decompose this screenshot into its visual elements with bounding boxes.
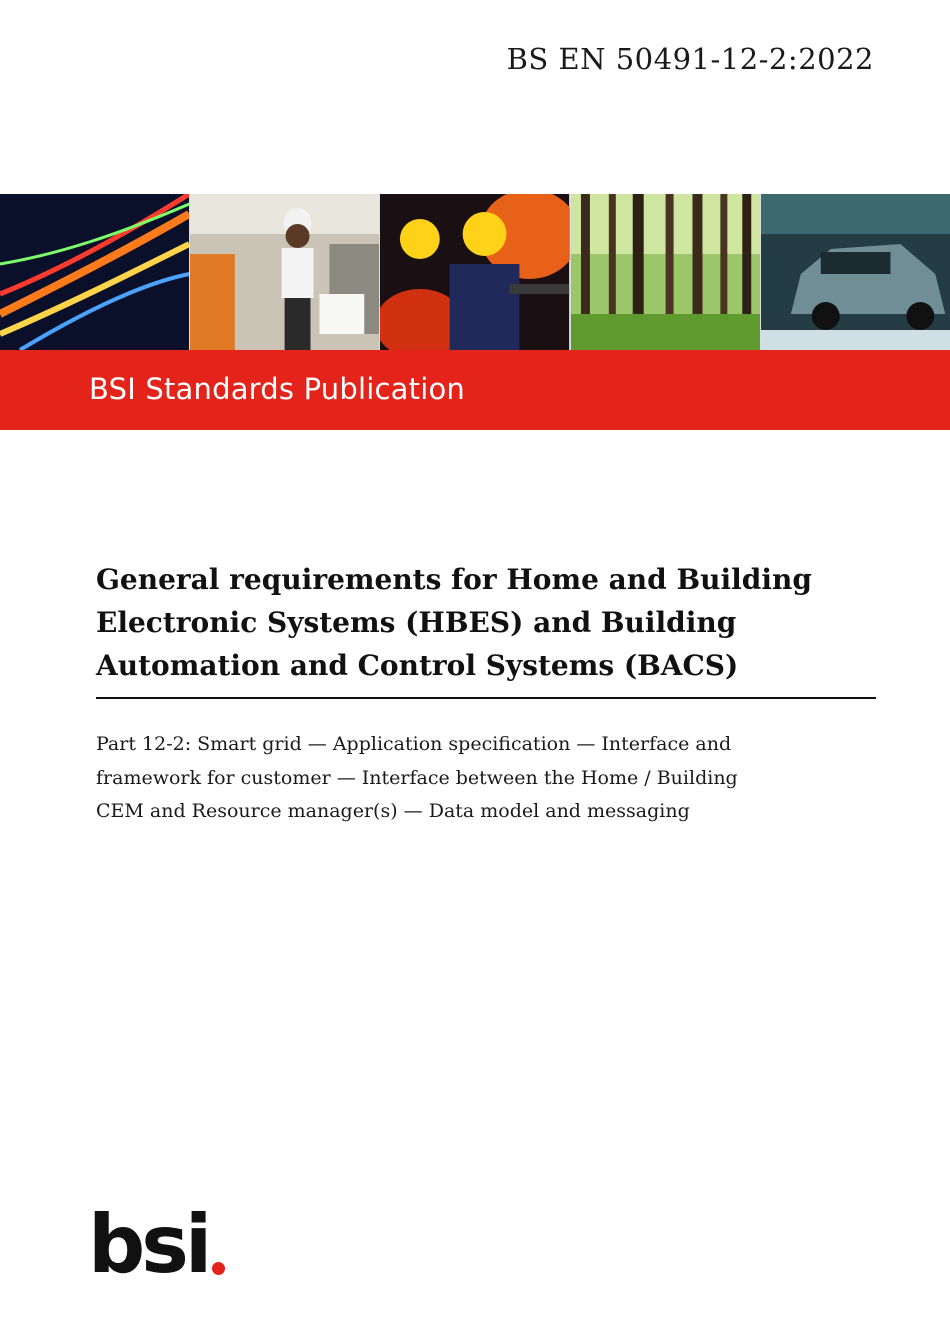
bsi-logo xyxy=(88,1198,225,1291)
forest-image xyxy=(570,194,760,350)
document-title: General requirements for Home and Building Electronic Systems (HBES) and Building Automation and Control Systems (BACS) xyxy=(96,563,812,682)
bsi-logo-text: bsi xyxy=(88,1198,209,1291)
light-trails-image xyxy=(0,194,189,350)
firefighters-image xyxy=(379,194,569,350)
title-divider xyxy=(96,697,876,699)
car-factory-image xyxy=(760,194,950,350)
photo-strip xyxy=(0,194,950,350)
document-subtitle: Part 12-2: Smart grid — Application specification — Interface and framework for customer — Interface between the Home / Building CEM and Resource manager(s) — Data model and messaging xyxy=(96,733,738,822)
publication-banner xyxy=(0,350,950,430)
warehouse-worker-image xyxy=(189,194,379,350)
bsi-logo-dot xyxy=(212,1262,225,1275)
standard-number: BS EN 50491-12-2:2022 xyxy=(506,42,874,76)
banner-label: BSI Standards Publication xyxy=(89,372,465,406)
